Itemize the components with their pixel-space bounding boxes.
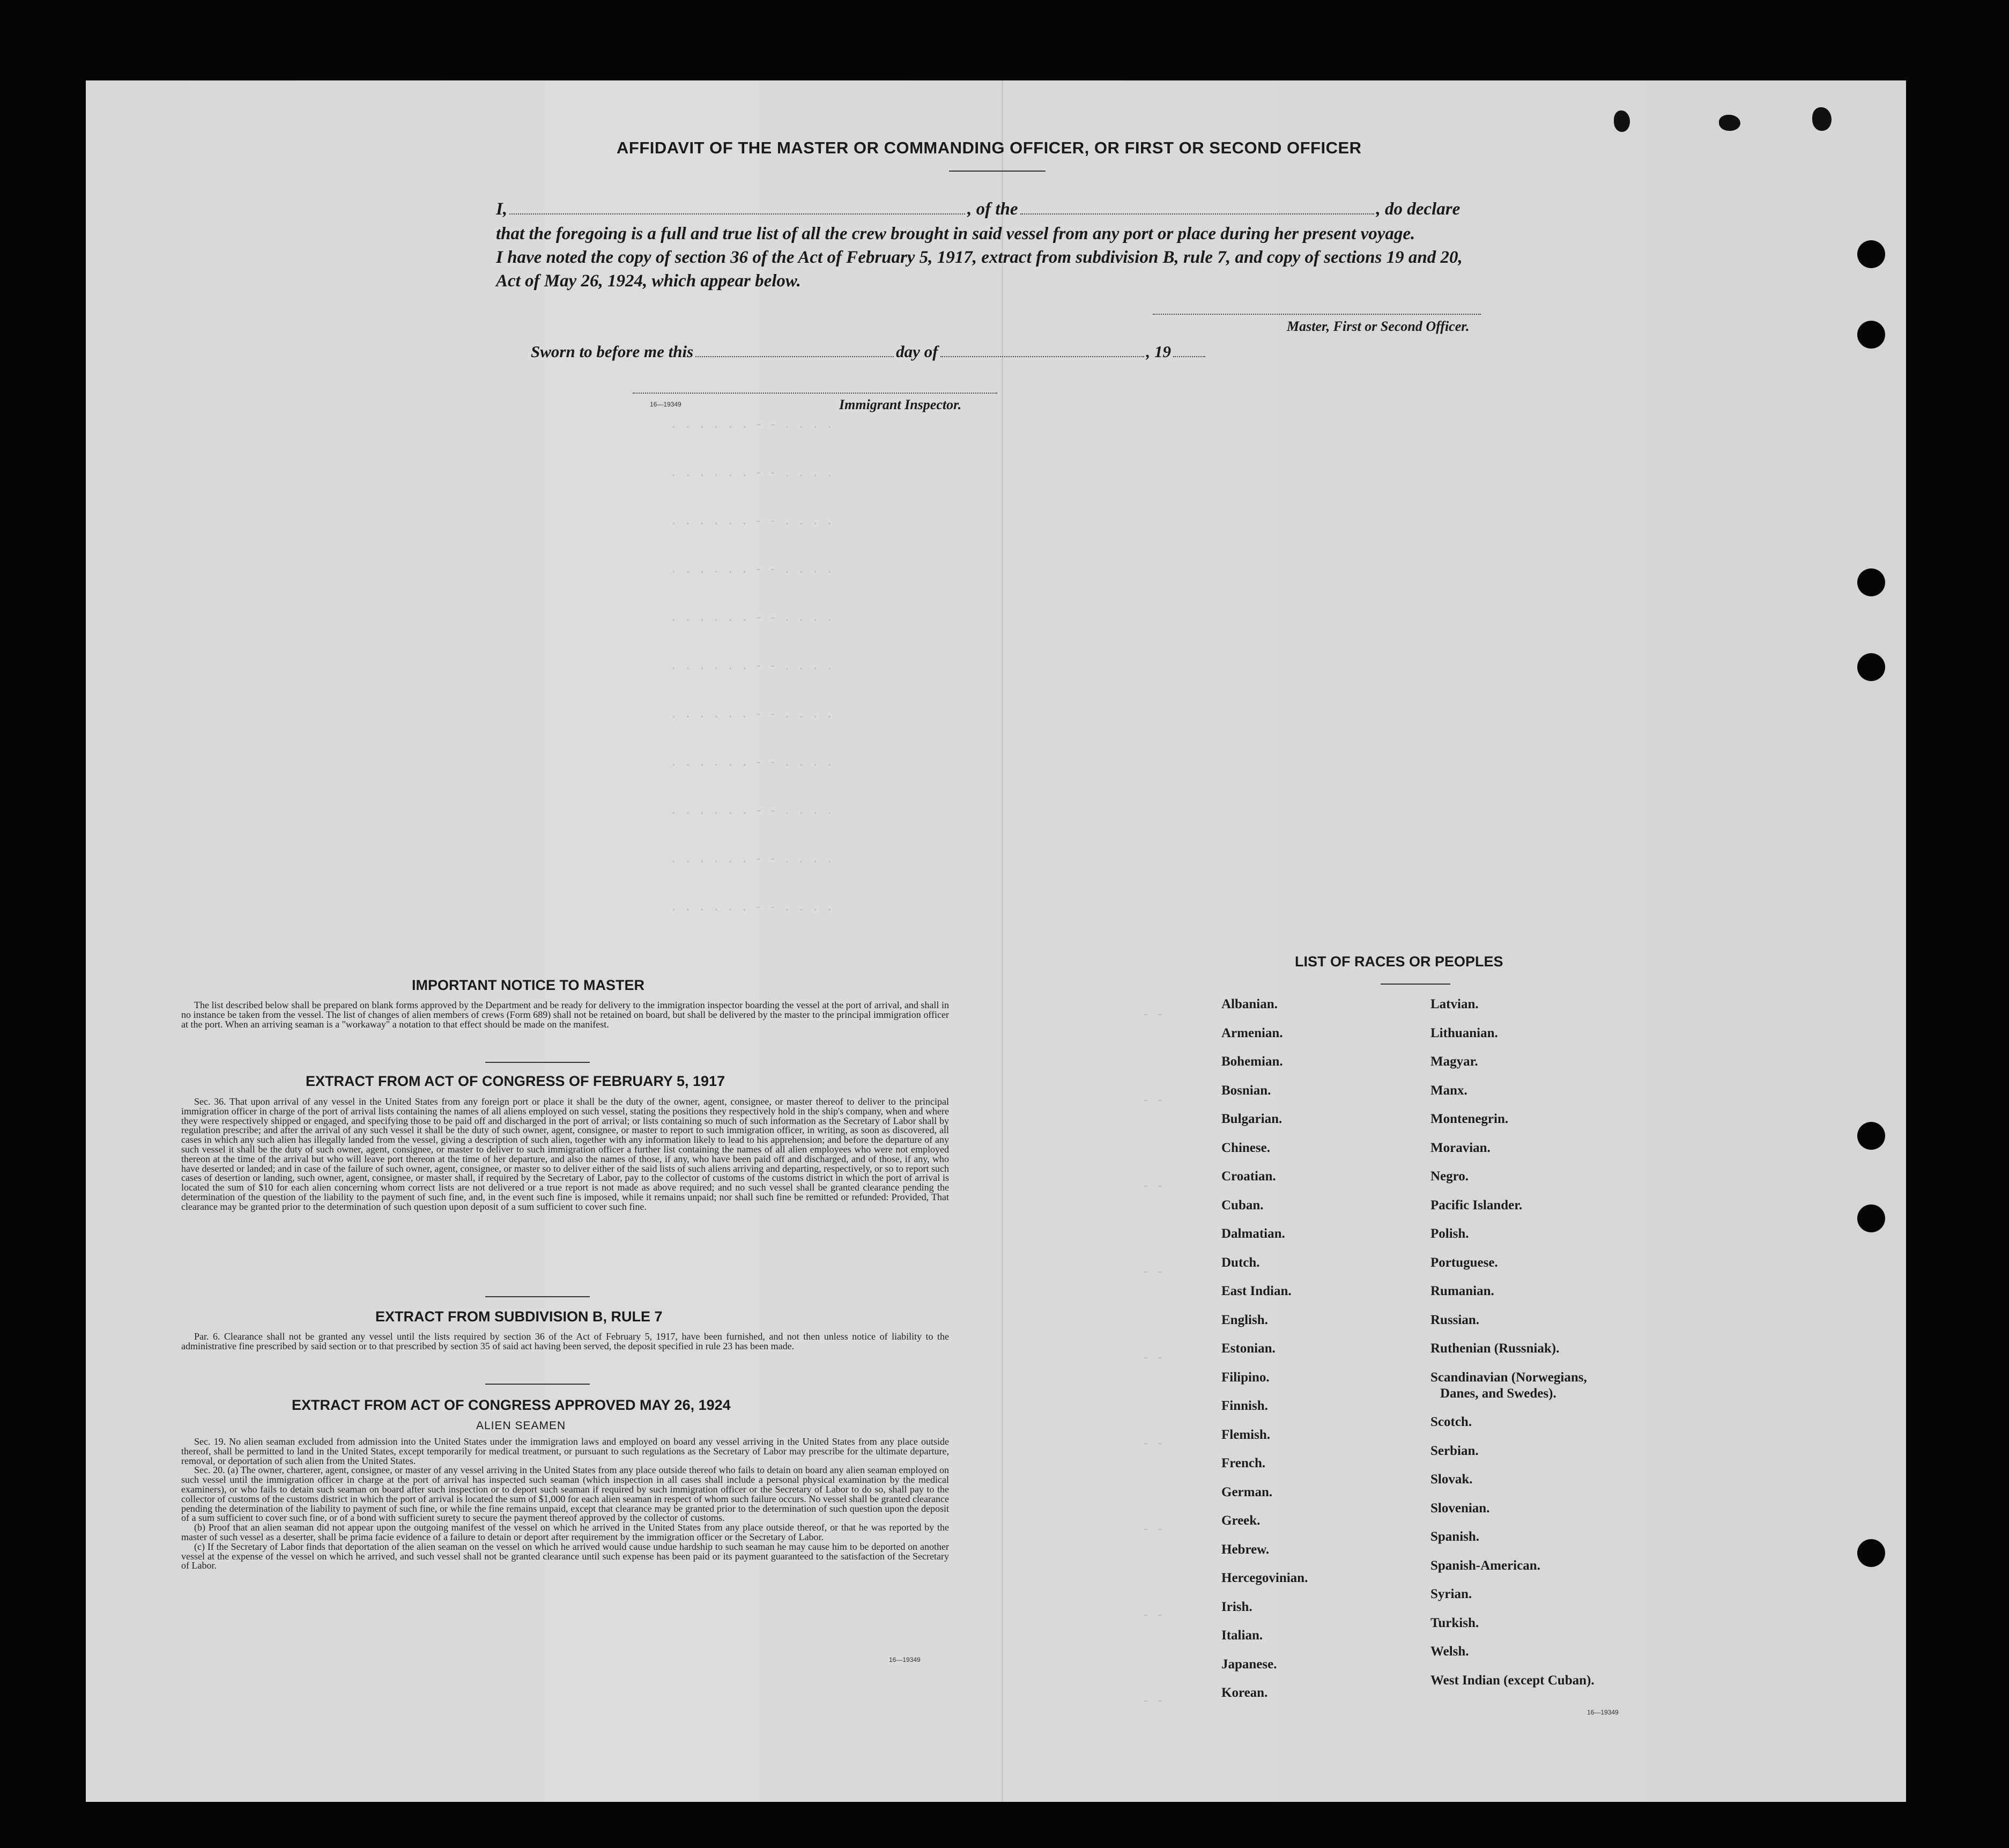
punch-hole: [1857, 321, 1885, 349]
punch-hole: [1857, 240, 1885, 268]
extract-rule7-body: [181, 1332, 949, 1351]
extract-1917-body: [181, 1097, 949, 1212]
race-item: Syrian.: [1430, 1587, 1472, 1601]
race-item: Cuban.: [1221, 1197, 1264, 1213]
declaration-line-3: I have noted the copy of section 36 of the Act of February 5, 1917, extract from subdivision B, rule 7, and copy of sections 19 and 20,: [496, 248, 1463, 267]
race-item: West Indian (except Cuban).: [1430, 1673, 1595, 1688]
extract-1924-body: [181, 1437, 949, 1571]
race-item: Hebrew.: [1221, 1542, 1270, 1557]
punch-hole: [1857, 568, 1885, 596]
race-item: French.: [1221, 1456, 1266, 1470]
race-item: Dalmatian.: [1221, 1226, 1285, 1241]
race-item: Russian.: [1430, 1312, 1480, 1327]
section-20c-paragraph: (c) If the Secretary of Labor finds that deportation of the alien seaman on the vessel on which he arrived would cause undue hardship to such seaman he may cause him to be deported on another vessel at the expense of the vessel on which he arrived, and such vessel shall not be granted clearance until such expense has been paid or its payment guaranteed to the satisfaction of the Secretary of Labor.: [181, 1541, 949, 1571]
race-item: Polish.: [1430, 1226, 1469, 1241]
sworn-day-blank[interactable]: [695, 356, 894, 357]
race-item: Hercegovinian.: [1221, 1571, 1308, 1585]
race-item: East Indian.: [1221, 1284, 1292, 1298]
master-name-blank[interactable]: [509, 213, 965, 215]
races-left-column: [1221, 997, 1308, 1715]
race-item: Welsh.: [1430, 1644, 1469, 1659]
section-20a-paragraph: Sec. 20. (a) The owner, charterer, agent, consignee, or master of any vessel arriving in the United States from any place outside thereof who fails to detain on board any alien seaman employed on such vessel until the immigration officer in charge at the port of arrival has inspected such seaman (which inspection in all cases shall include a personal physical examination by the medical examiners), or who fails to detain such seaman on board after such inspection or to deport such seaman if required by such immigration officer or the Secretary of Labor to do so, shall pay to the collector of customs of the customs district in which the port of arrival is located the sum of $1,000 for each alien seaman in respect of whom such failure occurs. No vessel shall be granted clearance pending the determination of the liability to payment of such fine, or while the fine remains unpaid, except that clearance may be granted prior to the determination of such question upon the deposit of a sum sufficient to cover such fine, or of a bond with sufficient surety to secure the payment thereof approved by the collector of customs.: [181, 1465, 949, 1524]
sworn-month-blank[interactable]: [940, 356, 1144, 357]
race-item: Negro.: [1430, 1169, 1469, 1184]
ink-blot: [1812, 107, 1832, 131]
punch-hole: [1857, 653, 1885, 681]
form-number: 16—19349: [889, 1656, 921, 1664]
race-item: Bulgarian.: [1221, 1112, 1283, 1126]
signature-label: Master, First or Second Officer.: [1287, 319, 1470, 334]
race-item: Rumanian.: [1430, 1284, 1494, 1298]
inspector-signature-blank[interactable]: [633, 393, 997, 394]
punch-hole: [1857, 1122, 1885, 1150]
form-number: 16—19349: [1587, 1709, 1619, 1716]
race-item: Latvian.: [1430, 997, 1479, 1011]
race-item: Croatian.: [1221, 1169, 1276, 1184]
race-item: Lithuanian.: [1430, 1025, 1498, 1040]
race-item: Bohemian.: [1221, 1054, 1283, 1069]
vessel-name-blank[interactable]: [1020, 213, 1374, 215]
race-item: Finnish.: [1221, 1399, 1268, 1413]
race-item: Magyar.: [1430, 1054, 1478, 1069]
extract-1917-title: EXTRACT FROM ACT OF CONGRESS OF FEBRUARY 5, 1917: [306, 1073, 725, 1089]
alien-seamen-subtitle: ALIEN SEAMEN: [476, 1420, 566, 1432]
ink-blot: [1614, 110, 1630, 132]
extract-rule7-title: EXTRACT FROM SUBDIVISION B, RULE 7: [375, 1309, 663, 1325]
race-item: Greek.: [1221, 1513, 1261, 1528]
affidavit-title: AFFIDAVIT OF THE MASTER OR COMMANDING OFFICER, OR FIRST OR SECOND OFFICER: [617, 138, 1362, 157]
declaration-line-4: Act of May 26, 1924, which appear below.: [496, 271, 801, 291]
race-item: English.: [1221, 1312, 1268, 1327]
races-right-column: [1430, 997, 1595, 1702]
race-item: Scotch.: [1430, 1415, 1472, 1429]
extract-1924-title: EXTRACT FROM ACT OF CONGRESS APPROVED MAY 26, 1924: [292, 1397, 731, 1413]
race-item: Bosnian.: [1221, 1083, 1271, 1098]
inspector-label: Immigrant Inspector.: [839, 397, 962, 412]
race-item: Slovak.: [1430, 1472, 1473, 1487]
declaration-line-1: [496, 199, 1460, 219]
race-item: Flemish.: [1221, 1427, 1270, 1442]
section-36-paragraph: Sec. 36. That upon arrival of any vessel in the United States from any foreign port or place it shall be the duty of the owner, agent, consignee, or master thereof to deliver to the principal immigration officer in charge of the port of arrival lists containing the names of all aliens employed on such vessel, stating the positions they respectively hold in the ship's company, when and where they were respectively shipped or engaged, and specifying those to be paid off and discharged in the port of arrival; or lists containing so much of such information as the Secretary of Labor shall by regulation prescribe; and after the arrival of any such vessel it shall be the duty of such owner, agent, consignee, or master to report to such immigration officer, in writing, as soon as discovered, all cases in which any such alien has illegally landed from the vessel, giving a description of such alien, together with any information likely to lead to his apprehension; and before the departure of any such vessel it shall be the duty of such owner, agent, consignee, or master to deliver to such immigration officer a further list containing the names of all alien employees who were not employed thereon at the time of the arrival but who will leave port thereon at the time of her departure, and also the names of those, if any, who have been paid off and discharged, and of those, if any, who have deserted or landed; and in case of the failure of such owner, agent, consignee, or master so to deliver either of the said lists of such aliens arriving and departing, respectively, or so to report such cases of desertion or landing, such owner, agent, consignee, or master shall, if required by the Secretary of Labor, pay to the collector of customs of the customs district in which the port of arrival is located the sum of $10 for each alien concerning whom correct lists are not delivered or a true report is not made as above required; and no such vessel shall be granted clearance pending the determination of the question of the liability to the payment of such fine, and, in the event such fine is imposed, while it remains unpaid; nor shall such fine be remitted or refunded: Provided, That clearance may be granted prior to the determination of such question upon deposit of a sum sufficient to cover such fine.: [181, 1096, 949, 1212]
race-item: Italian.: [1221, 1628, 1263, 1643]
notice-body: [181, 1001, 949, 1029]
declaration-i: I,: [496, 199, 508, 219]
section-divider: [485, 1384, 590, 1385]
race-item: German.: [1221, 1484, 1273, 1499]
center-fold: [1002, 80, 1003, 1802]
declaration-line-2: that the foregoing is a full and true list of all the crew brought in said vessel from any port or place during her present voyage.: [496, 224, 1415, 243]
race-item: Montenegrin.: [1430, 1112, 1509, 1126]
race-item: Japanese.: [1221, 1657, 1277, 1672]
races-title: LIST OF RACES OR PEOPLES: [1295, 953, 1503, 970]
par-6-paragraph: Par. 6. Clearance shall not be granted any vessel until the lists required by section 36 of the Act of February 5, 1917, have been furnished, and not then unless notice of liability to the administrative fine prescribed by said section or to that prescribed by section 35 of said act having been served, the deposit specified in rule 23 has been made.: [181, 1331, 949, 1351]
race-item: Albanian.: [1221, 997, 1278, 1011]
sworn-line: [531, 342, 1207, 361]
signature-blank[interactable]: [1153, 314, 1481, 315]
race-item: Spanish-American.: [1430, 1558, 1540, 1573]
race-item: Estonian.: [1221, 1341, 1276, 1356]
section-19-paragraph: Sec. 19. No alien seaman excluded from admission into the United States under the immigration laws and employed on board any vessel arriving in the United States from any place outside thereof, shall be permitted to land in the United States, except temporarily for medical treatment, or pursuant to such regulations as the Secretary of Labor may prescribe for the ultimate departure, removal, or deportation of such alien from the United States.: [181, 1436, 949, 1466]
race-item: Spanish.: [1430, 1529, 1480, 1544]
race-item: Armenian.: [1221, 1025, 1283, 1040]
race-item: Turkish.: [1430, 1615, 1479, 1630]
race-item: Moravian.: [1430, 1140, 1491, 1155]
race-item: Filipino.: [1221, 1370, 1270, 1385]
race-item: Scandinavian (Norwegians,: [1430, 1370, 1587, 1385]
form-number: 16—19349: [650, 401, 681, 408]
punch-hole: [1857, 1204, 1885, 1232]
races-title-underline: [1381, 984, 1450, 985]
notice-title: IMPORTANT NOTICE TO MASTER: [412, 977, 644, 993]
notice-paragraph: The list described below shall be prepared on blank forms approved by the Department and be ready for delivery to the immigration inspector boarding the vessel at the port of arrival, and shall in no instance be taken from the vessel. The list of changes of alien members of crews (Form 689) shall not be retained on board, but shall be delivered by the master to the principal immigration officer at the port. When an arriving seaman is a "workaway" a notation to that effect should be made on the manifest.: [181, 1000, 949, 1030]
sworn-year: , 19: [1146, 342, 1171, 361]
race-item: Irish.: [1221, 1599, 1252, 1614]
race-item: Chinese.: [1221, 1140, 1270, 1155]
declaration-do-declare: , do declare: [1376, 199, 1461, 219]
ink-blot: [1719, 115, 1740, 131]
race-item: Portuguese.: [1430, 1255, 1498, 1270]
race-item: Dutch.: [1221, 1255, 1260, 1270]
sworn-label: Sworn to before me this: [531, 342, 694, 361]
section-divider: [485, 1062, 590, 1063]
race-item: Manx.: [1430, 1083, 1467, 1098]
race-item: Ruthenian (Russniak).: [1430, 1341, 1560, 1356]
race-item: Danes, and Swedes).: [1440, 1386, 1556, 1401]
race-item: Serbian.: [1430, 1443, 1479, 1458]
sworn-year-blank[interactable]: [1173, 356, 1205, 357]
race-item: Slovenian.: [1430, 1500, 1490, 1516]
punch-hole: [1857, 1539, 1885, 1567]
declaration-of-the: , of the: [967, 199, 1018, 219]
race-item: Pacific Islander.: [1430, 1197, 1523, 1213]
title-underline: [949, 171, 1046, 172]
sworn-day-of: day of: [896, 342, 938, 361]
section-divider: [485, 1296, 590, 1297]
race-item: Korean.: [1221, 1686, 1268, 1700]
section-20b-paragraph: (b) Proof that an alien seaman did not appear upon the outgoing manifest of the vessel on which he arrived in the United States from any place outside thereof, or that he was reported by the master of such vessel as a deserter, shall be prima facie evidence of a failure to detain or deport after requirement by the immigration officer or the Secretary of Labor.: [181, 1522, 949, 1542]
